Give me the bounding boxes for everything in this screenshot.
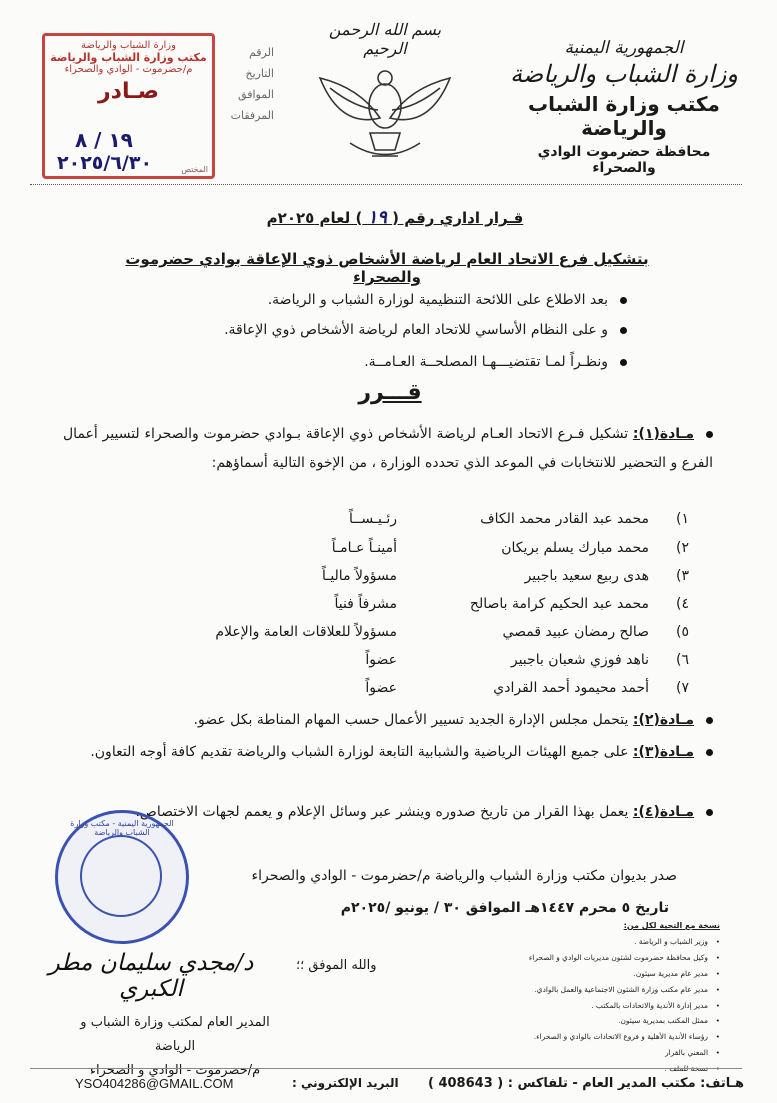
cc-heading: نسخة مع التحية لكل من: <box>623 921 720 930</box>
stamp-ministry: وزارة الشباب والرياضة <box>81 40 176 51</box>
stamp-issued: صـادر <box>98 79 159 104</box>
cc-list <box>505 918 720 1077</box>
cc-item: • مدير عام مديرية سيئون. <box>505 966 720 982</box>
footer-divider <box>30 1068 742 1069</box>
phone-fax: هـاتف: مكتب المدير العام - تلفاكس : ( 408643 ) <box>428 1076 745 1091</box>
header-divider <box>30 184 742 185</box>
ref-date-label: التاريخ <box>245 67 274 80</box>
stamp-date: ٢٠٢٥/٦/٣٠ <box>57 152 153 174</box>
member-row: ٢) محمد مبارك يسلم بريكان أمينـاً عـامـاً <box>331 540 689 556</box>
republic-name: الجمهورية اليمنية <box>564 38 684 58</box>
article-4-text: يعمل بهذا القرار من تاريخ صدوره وينشر عبر وسائل الإعلام و يعمم لجهات الاختصاص. <box>135 804 629 820</box>
cc-item: • مدير عام مكتب وزارة الشئون الاجتماعية والعمل بالوادي. <box>505 982 720 998</box>
member-row: ٧) أحمد محيمود أحمد القرادي عضواً <box>365 680 689 696</box>
cc-item: • المعني بالقرار <box>505 1045 720 1061</box>
title-suffix: ) لعام ٢٠٢٥م <box>266 209 363 227</box>
decision-subject: بتشكيل فرع الاتحاد العام لرياضة الأشخاص ذوي الإعاقة بوادي حضرموت والصحراء <box>125 250 649 286</box>
decision-number: ١٩ <box>367 207 387 228</box>
signatory-title <box>60 1011 290 1083</box>
member-row: ٥) صالح رمضان عبيد قمصي مسؤولاً للعلاقات العامة والإعلام <box>215 624 689 640</box>
stamp-office: مكتب وزارة الشباب والرياضة <box>50 51 207 64</box>
cc-item: • ممثل المكتب بمديرية سيئون. <box>505 1013 720 1029</box>
member-row: ٤) محمد عبد الحكيم كرامة باصالح مشرفاً فنياً <box>334 596 689 612</box>
cc-item: • نسخة للملف . <box>505 1061 720 1077</box>
ministry-name: وزارة الشباب والرياضة <box>510 60 738 88</box>
decided-heading: قـــرر <box>358 380 422 405</box>
email-label: البريد الإلكتروني : <box>292 1076 399 1090</box>
article-3-text: على جميع الهيئات الرياضية والشبابية التابعة لوزارة الشباب والرياضة تقديم كافة أوجه التعاون. <box>90 744 629 760</box>
stamp-small-label: المختص <box>181 165 208 174</box>
closing-phrase: والله الموفق ؛؛ <box>296 958 377 973</box>
article-3 <box>63 738 713 767</box>
preamble-item: و على النظام الأساسي للاتحاد العام لرياضة الأشخاص ذوي الإعاقة. <box>107 322 627 338</box>
article-2-label: مـادة(٢): <box>632 712 694 728</box>
office-name: مكتب وزارة الشباب والرياضة <box>528 92 720 140</box>
governorate-name: محافظة حضرموت الوادي والصحراء <box>537 144 711 176</box>
email-link[interactable]: YSO404286@GMAIL.COM <box>75 1076 234 1091</box>
article-4-label: مـادة(٤): <box>632 804 694 820</box>
cc-item: • رؤساء الأندية الأهلية و فروع الاتحادات بالوادي و الصحراء. <box>505 1029 720 1045</box>
official-seal <box>55 810 189 944</box>
handwritten-signature: د/مجدي سليمان مطر الكبري <box>48 950 254 1002</box>
issue-date: تاريخ ٥ محرم ١٤٤٧هـ الموافق ٣٠ / يونيو /٢٠٢٥م <box>340 900 669 916</box>
stamp-number: ١٩ / ٨ <box>75 128 133 152</box>
eagle-emblem-icon <box>300 48 470 168</box>
preamble-item: بعد الاطلاع على اللائحة التنظيمية لوزارة الشباب و الرياضة. <box>107 292 627 308</box>
signatory-region: م/حضرموت - الوادي و الصحراء <box>89 1063 261 1078</box>
decision-title <box>230 207 560 228</box>
stamp-region: م/حضرموت - الوادي والصحراء <box>64 64 193 75</box>
member-row: ٦) ناهد فوزي شعبان باجبير عضواً <box>365 652 689 668</box>
cc-item: • وكيل محافظة حضرموت لشئون مديريات الوادي و الصحراء <box>505 950 720 966</box>
letterhead <box>509 38 739 176</box>
footer <box>30 1076 745 1096</box>
title-prefix: قـرار اداري رقم ( <box>392 209 524 227</box>
article-1 <box>63 420 713 478</box>
ref-hijri-label: الموافق <box>238 88 274 101</box>
issued-at: صدر بديوان مكتب وزارة الشباب والرياضة م/حضرموت - الوادي والصحراء <box>251 868 677 884</box>
basmala: بسم الله الرحمن الرحيم <box>328 20 442 58</box>
member-row: ٣) هدى ربيع سعيد باجبير مسؤولاً ماليـاً <box>321 568 689 584</box>
seal-text: الجمهورية اليمنية - مكتب وزارة الشباب والرياضة <box>70 819 174 837</box>
signatory-position: المدير العام لمكتب وزارة الشباب و الرياضة <box>80 1015 270 1054</box>
reference-labels <box>214 42 274 126</box>
article-1-text: تشكيل فـرع الاتحاد العـام لرياضة الأشخاص ذوي الإعاقة بـوادي حضرموت والصحراء لتسيير أعمال الفرع و التحضير للانتخابات في الموعد الذي تحدده الوزارة ، من الإخوة التالية أسماؤهم: <box>63 426 713 471</box>
article-3-label: مـادة(٣): <box>632 744 694 760</box>
preamble-item: ونظـراً لمـا تقتضيـــهـا المصلحــة العـامــة. <box>107 354 627 370</box>
cc-item: • وزير الشباب و الرياضة . <box>505 934 720 950</box>
member-row: ١) محمد عبد القادر محمد الكاف رئـيـســاً <box>348 511 689 527</box>
article-2 <box>63 706 713 735</box>
article-1-label: مـادة(١): <box>632 426 694 442</box>
ref-attachments-label: المرفقات <box>230 109 274 122</box>
article-2-text: يتحمل مجلس الإدارة الجديد تسيير الأعمال حسب المهام المناطة بكل عضو. <box>193 712 629 728</box>
ref-number-label: الرقم <box>248 46 274 59</box>
outgoing-stamp <box>42 33 215 179</box>
cc-item: • مدير إدارة الأندية والاتحادات بالمكتب . <box>505 998 720 1014</box>
